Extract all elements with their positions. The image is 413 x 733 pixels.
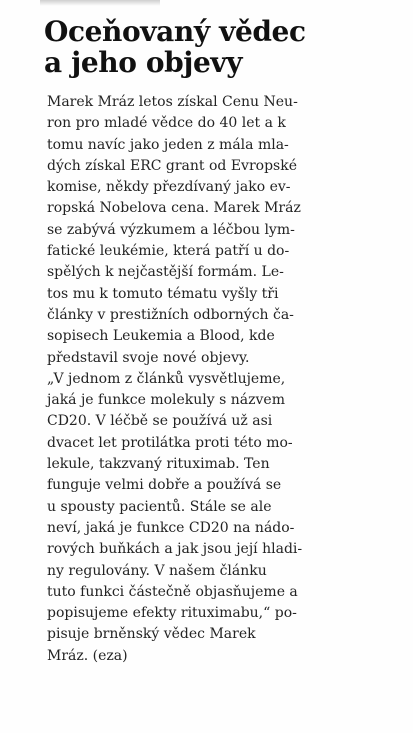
body-line: CD20. V léčbě se používá už asi	[47, 413, 273, 430]
body-line: popisujeme efekty rituximabu,“ po-	[47, 605, 297, 622]
body-line: tomu navíc jako jeden z mála mla-	[47, 136, 289, 153]
body-line: tos mu k tomuto tématu vyšly tři	[47, 285, 279, 302]
article-body	[47, 92, 387, 667]
body-line: ny regulovány. V našem článku	[47, 562, 267, 579]
body-line: neví, jaká je funkce CD20 na nádo-	[47, 519, 295, 536]
body-line: rových buňkách a jak jsou její hladi-	[47, 541, 303, 558]
body-line: u spousty pacientů. Stále se ale	[47, 498, 272, 515]
headline-line: a jeho objevy	[44, 46, 243, 79]
body-line: sopisech Leukemia a Blood, kde	[47, 328, 275, 345]
top-rule	[40, 0, 160, 6]
body-line: ropská Nobelova cena. Marek Mráz	[47, 200, 301, 217]
body-line: Mráz. (eza)	[47, 647, 128, 664]
body-line: tuto funkci částečně objasňujeme a	[47, 583, 298, 600]
body-line: Marek Mráz letos získal Cenu Neu-	[47, 94, 298, 110]
body-line: spělých k nejčastější formám. Le-	[47, 264, 284, 281]
headline-line: Oceňovaný vědec	[44, 15, 306, 48]
body-line: fatické leukémie, která patří u do-	[47, 243, 290, 260]
body-line: ron pro mladé vědce do 40 let a k	[47, 115, 286, 132]
body-line: představil svoje nové objevy.	[47, 349, 250, 366]
body-line: „V jednom z článků vysvětlujeme,	[47, 370, 286, 387]
article-headline	[44, 16, 404, 78]
body-line: pisuje brněnský vědec Marek	[47, 626, 256, 643]
body-line: jaká je funkce molekuly s názvem	[47, 392, 285, 409]
body-line: funguje velmi dobře a používá se	[47, 477, 282, 494]
body-line: se zabývá výzkumem a léčbou lym-	[47, 221, 295, 238]
body-line: lekule, takzvaný rituximab. Ten	[47, 456, 270, 473]
body-line: dvacet let protilátka proti této mo-	[47, 434, 293, 451]
body-line: články v prestižních odborných ča-	[47, 306, 294, 323]
body-line: komise, někdy přezdívaný jako ev-	[47, 179, 291, 196]
body-line: dých získal ERC grant od Evropské	[47, 157, 297, 174]
